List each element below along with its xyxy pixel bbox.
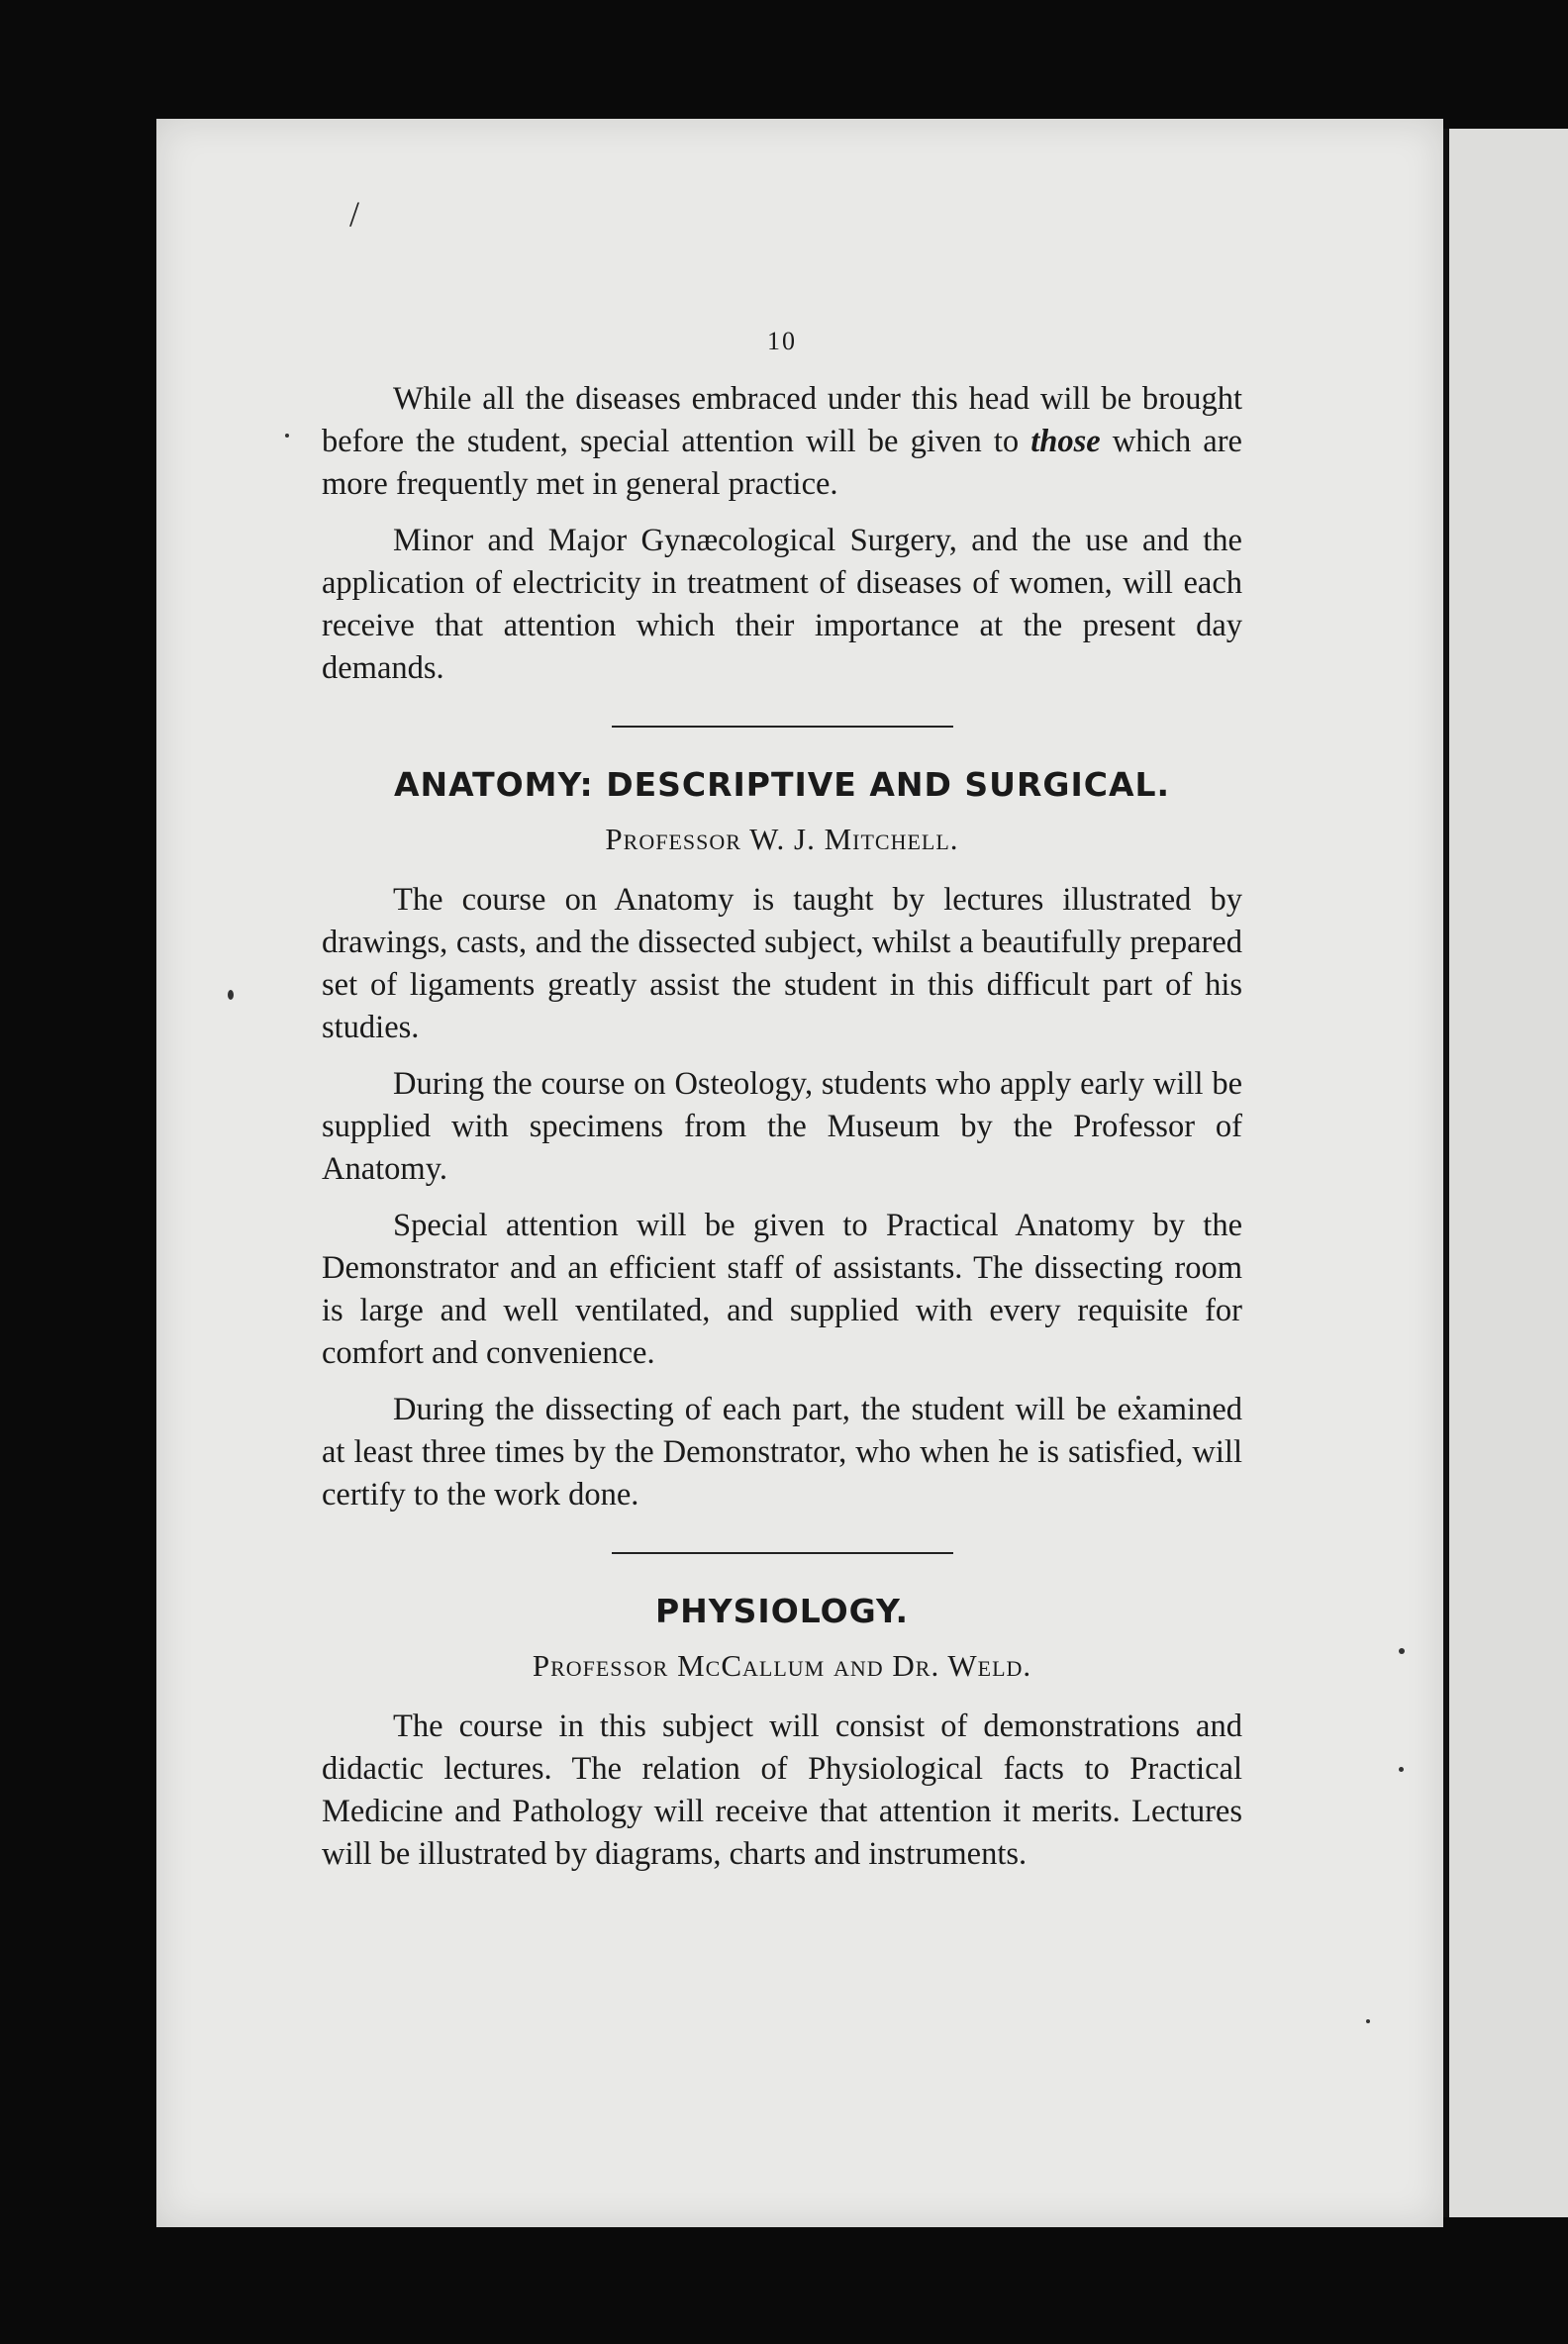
anatomy-paragraph-3: Special attention will be given to Practical Anatomy by the Demonstrator and an efficient staff of assistants. The dissecting room is large and well ventilated, and supplied with every requisite for comfort and convenience.: [322, 1208, 1242, 1371]
physiology-professor: Professor McCallum and Dr. Weld.: [532, 1648, 1032, 1683]
section-divider: [612, 726, 953, 728]
stray-mark: /: [349, 194, 360, 234]
speck: [1399, 1648, 1405, 1654]
gynaecology-paragraph-1: [322, 378, 1242, 506]
anatomy-heading: ANATOMY: DESCRIPTIVE AND SURGICAL.: [393, 765, 1171, 804]
physiology-heading: PHYSIOLOGY.: [654, 1592, 910, 1630]
anatomy-professor: Professor W. J. Mitchell.: [605, 822, 959, 856]
speck: [1399, 1767, 1404, 1772]
page-content: [322, 327, 1242, 1890]
anatomy-paragraph-1: The course on Anatomy is taught by lectures illustrated by drawings, casts, and the dissected subject, whilst a beautifully prepared set of ligaments greatly assist the student in this difficult part of his studies.: [322, 882, 1242, 1045]
physiology-paragraph-1: The course in this subject will consist of demonstrations and didactic lectures. The relation of Physiological facts to Practical Medicine and Pathology will receive that attention it merits. Lectures will be illustrated by diagrams, charts and instruments.: [322, 1709, 1242, 1872]
speck: [228, 990, 234, 1000]
section-divider: [612, 1552, 953, 1554]
speck: [1366, 2019, 1370, 2023]
speck: [285, 434, 289, 438]
paragraph-text: While all the diseases embraced under this head will be brought before the student, special attention will be given to: [322, 381, 1242, 459]
emphasis-text: those: [1030, 424, 1101, 459]
paragraph-text: which are more frequently met in general practice.: [322, 424, 1242, 502]
page-number: 10: [767, 327, 797, 355]
facing-page-edge: [1443, 129, 1568, 2217]
anatomy-paragraph-2: During the course on Osteology, students who apply early will be supplied with specimens from the Museum by the Professor of Anatomy.: [322, 1066, 1242, 1187]
anatomy-paragraph-4: During the dissecting of each part, the student will be examined at least three times by the Demonstrator, who when he is satisfied, will certify to the work done.: [322, 1392, 1242, 1513]
gynaecology-paragraph-2: Minor and Major Gynæcological Surgery, and the use and the application of electricity in treatment of diseases of women, will each receive that attention which their importance at the present day demands.: [322, 523, 1242, 686]
